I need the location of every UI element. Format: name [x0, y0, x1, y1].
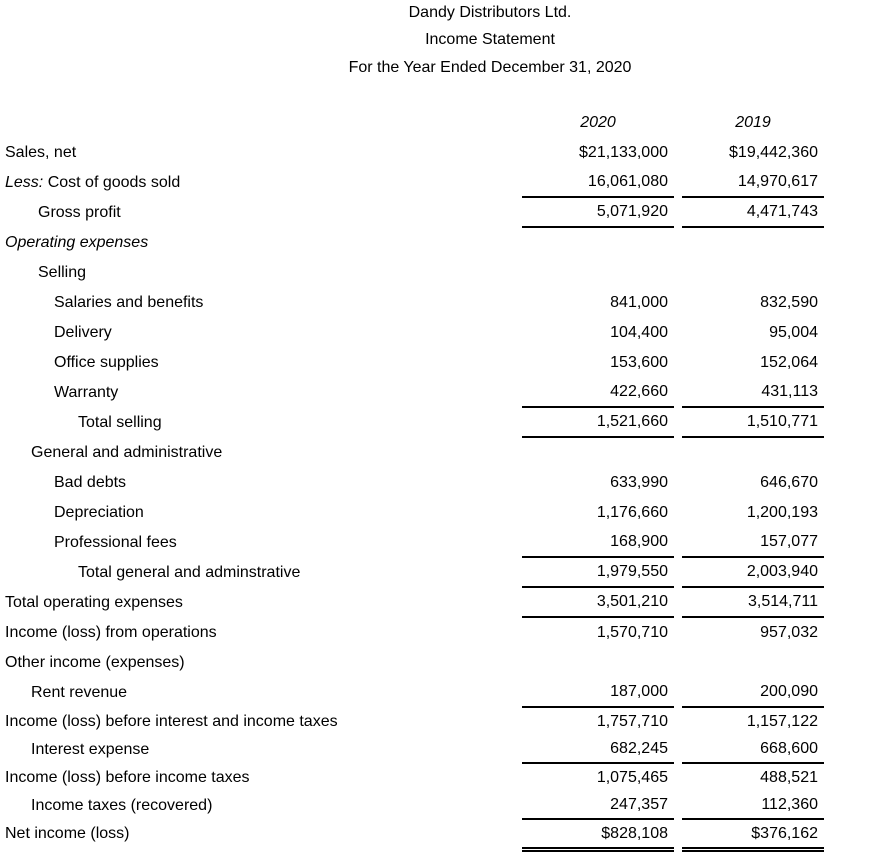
- row-label: [78, 414, 162, 432]
- amount: 187,000: [610, 683, 668, 700]
- row-label: [5, 144, 76, 162]
- value-cell-2019: [682, 318, 824, 348]
- amount: 104,400: [610, 324, 668, 341]
- amount: 3,501,210: [596, 593, 668, 610]
- value-cell-2020: [522, 168, 674, 198]
- value-cell-2020: [522, 498, 674, 528]
- value-cell-2019: [682, 708, 824, 736]
- amount: 157,077: [760, 533, 818, 550]
- row-label-prefix: Less:: [5, 174, 44, 191]
- amount: 422,660: [610, 383, 668, 400]
- table-row: [0, 228, 880, 258]
- table-row: [0, 408, 880, 438]
- income-statement-table: [0, 108, 880, 848]
- row-label-text: Selling: [38, 264, 87, 281]
- value-cell-2019: [682, 378, 824, 408]
- row-label-text: Income taxes (recovered): [31, 797, 213, 814]
- value-cell-2020: [522, 764, 674, 792]
- table-row: [0, 468, 880, 498]
- amount: 431,113: [761, 383, 818, 400]
- row-label-text: Professional fees: [54, 534, 177, 551]
- value-cell-2019: [682, 820, 824, 852]
- row-label-text: Net income (loss): [5, 825, 130, 842]
- amount: 1,510,771: [746, 413, 818, 430]
- value-cell-2020: [522, 408, 674, 438]
- column-header-2020: 2020: [580, 114, 616, 131]
- statement-period: For the Year Ended December 31, 2020: [348, 59, 632, 76]
- value-cell-2019: [682, 288, 824, 318]
- row-label-text: Cost of goods sold: [47, 174, 181, 191]
- table-row: [0, 168, 880, 198]
- value-cell-2020: [522, 678, 674, 708]
- amount: 1,200,193: [746, 504, 818, 521]
- amount: 1,757,710: [596, 713, 668, 730]
- row-label: [54, 354, 159, 372]
- value-cell-2019: [682, 764, 824, 792]
- value-cell-2019: [682, 468, 824, 498]
- table-row: [0, 498, 880, 528]
- table-row: [0, 618, 880, 648]
- amount: 1,176,660: [596, 504, 668, 521]
- value-cell-2020: [522, 198, 674, 228]
- value-cell-2020: [522, 138, 674, 168]
- row-label: [5, 825, 129, 843]
- value-cell-2020: [522, 468, 674, 498]
- value-cell-2020: [522, 736, 674, 764]
- amount: 3,514,711: [748, 593, 818, 610]
- amount: 841,000: [610, 294, 668, 311]
- row-label-text: Delivery: [54, 324, 112, 341]
- value-cell-2019: [682, 558, 824, 588]
- row-label: [78, 564, 300, 582]
- row-label-text: Salaries and benefits: [54, 294, 204, 311]
- row-label: [5, 769, 250, 787]
- row-label: [31, 741, 149, 759]
- value-cell-2019: [682, 792, 824, 820]
- row-label: [54, 384, 118, 402]
- row-label-text: Total general and adminstrative: [78, 564, 301, 581]
- amount: 95,004: [769, 324, 818, 341]
- value-cell-2020: [522, 378, 674, 408]
- amount: 168,900: [610, 533, 668, 550]
- amount: 832,590: [760, 294, 818, 311]
- amount: 112,360: [761, 796, 818, 813]
- value-cell-2019: [682, 736, 824, 764]
- row-label-text: Other income (expenses): [5, 654, 185, 671]
- amount: 153,600: [610, 354, 668, 371]
- amount: 646,670: [760, 474, 818, 491]
- row-label: [5, 654, 185, 672]
- amount: $19,442,360: [729, 144, 818, 161]
- row-label-text: Office supplies: [54, 354, 159, 371]
- table-row: [0, 258, 880, 288]
- value-cell-2020: [522, 288, 674, 318]
- row-label: [38, 204, 121, 222]
- amount: 682,245: [610, 740, 668, 757]
- row-label: [54, 474, 126, 492]
- table-row: [0, 588, 880, 618]
- amount: 1,979,550: [596, 563, 668, 580]
- table-row: [0, 678, 880, 708]
- value-cell-2019: [682, 528, 824, 558]
- company-name: Dandy Distributors Ltd.: [408, 4, 572, 21]
- row-label: [31, 684, 127, 702]
- row-label-text: Bad debts: [54, 474, 127, 491]
- statement-title: Income Statement: [425, 31, 555, 48]
- row-label-text: Depreciation: [54, 504, 144, 521]
- table-row: [0, 138, 880, 168]
- amount: 2,003,940: [746, 563, 818, 580]
- amount: 1,521,660: [596, 413, 668, 430]
- value-cell-2020: [522, 820, 674, 852]
- amount: 488,521: [760, 769, 818, 786]
- row-label-text: Income (loss) before income taxes: [5, 769, 250, 786]
- amount: 4,471,743: [746, 203, 818, 220]
- amount: 633,990: [610, 474, 668, 491]
- amount: 14,970,617: [737, 173, 818, 190]
- table-row: [0, 736, 880, 764]
- value-cell-2020: [522, 792, 674, 820]
- row-label-text: Rent revenue: [31, 684, 128, 701]
- row-label: [5, 624, 217, 642]
- value-cell-2020: [522, 528, 674, 558]
- row-label-text: Total selling: [78, 414, 162, 431]
- table-row: [0, 708, 880, 736]
- row-label-text: Sales, net: [5, 144, 77, 161]
- table-row: [0, 318, 880, 348]
- amount: 668,600: [760, 740, 818, 757]
- amount: 957,032: [760, 624, 818, 641]
- value-cell-2020: [522, 618, 674, 648]
- value-cell-2020: [522, 318, 674, 348]
- value-cell-2019: [682, 168, 824, 198]
- amount: 1,075,465: [596, 769, 668, 786]
- value-cell-2020: [522, 348, 674, 378]
- row-label: [5, 174, 180, 192]
- row-label-text: Income (loss) before interest and income taxes: [5, 713, 338, 730]
- amount: 200,090: [760, 683, 818, 700]
- amount: 16,061,080: [587, 173, 668, 190]
- row-label: [54, 504, 144, 522]
- row-label-text: Interest expense: [31, 741, 150, 758]
- table-row: [0, 792, 880, 820]
- row-label: [31, 797, 212, 815]
- row-label: [54, 534, 177, 552]
- table-row: [0, 288, 880, 318]
- value-cell-2019: [682, 138, 824, 168]
- table-row: [0, 198, 880, 228]
- table-row: [0, 558, 880, 588]
- value-cell-2019: [682, 198, 824, 228]
- row-label-text: Warranty: [54, 384, 119, 401]
- table-row: [0, 648, 880, 678]
- table-row: [0, 820, 880, 848]
- value-cell-2020: [522, 708, 674, 736]
- table-row: [0, 378, 880, 408]
- row-label-text: Gross profit: [38, 204, 121, 221]
- row-label: [5, 713, 338, 731]
- row-label-text: Total operating expenses: [5, 594, 183, 611]
- row-label-text: Income (loss) from operations: [5, 624, 217, 641]
- amount: 1,570,710: [596, 624, 668, 641]
- row-label: [38, 264, 86, 282]
- column-header-2019: 2019: [735, 114, 771, 131]
- amount: $21,133,000: [579, 144, 668, 161]
- amount: $376,162: [751, 824, 818, 842]
- value-cell-2019: [682, 588, 824, 618]
- value-cell-2020: [522, 558, 674, 588]
- table-row: [0, 348, 880, 378]
- row-label: [54, 294, 203, 312]
- amount: 1,157,122: [746, 713, 818, 730]
- amount: 5,071,920: [596, 203, 668, 220]
- value-cell-2020: [522, 588, 674, 618]
- row-label: [54, 324, 112, 342]
- value-cell-2019: [682, 348, 824, 378]
- value-cell-2019: [682, 498, 824, 528]
- value-cell-2019: [682, 618, 824, 648]
- row-label: [31, 444, 222, 462]
- amount: $828,108: [601, 824, 668, 842]
- row-label-text: General and administrative: [31, 444, 223, 461]
- table-row: [0, 438, 880, 468]
- column-header-row: [0, 108, 880, 138]
- row-label-text: Operating expenses: [5, 234, 149, 251]
- table-row: [0, 528, 880, 558]
- row-label: [5, 594, 183, 612]
- amount: 152,064: [760, 354, 818, 371]
- row-label: [5, 234, 148, 252]
- amount: 247,357: [610, 796, 668, 813]
- value-cell-2019: [682, 678, 824, 708]
- table-row: [0, 764, 880, 792]
- value-cell-2019: [682, 408, 824, 438]
